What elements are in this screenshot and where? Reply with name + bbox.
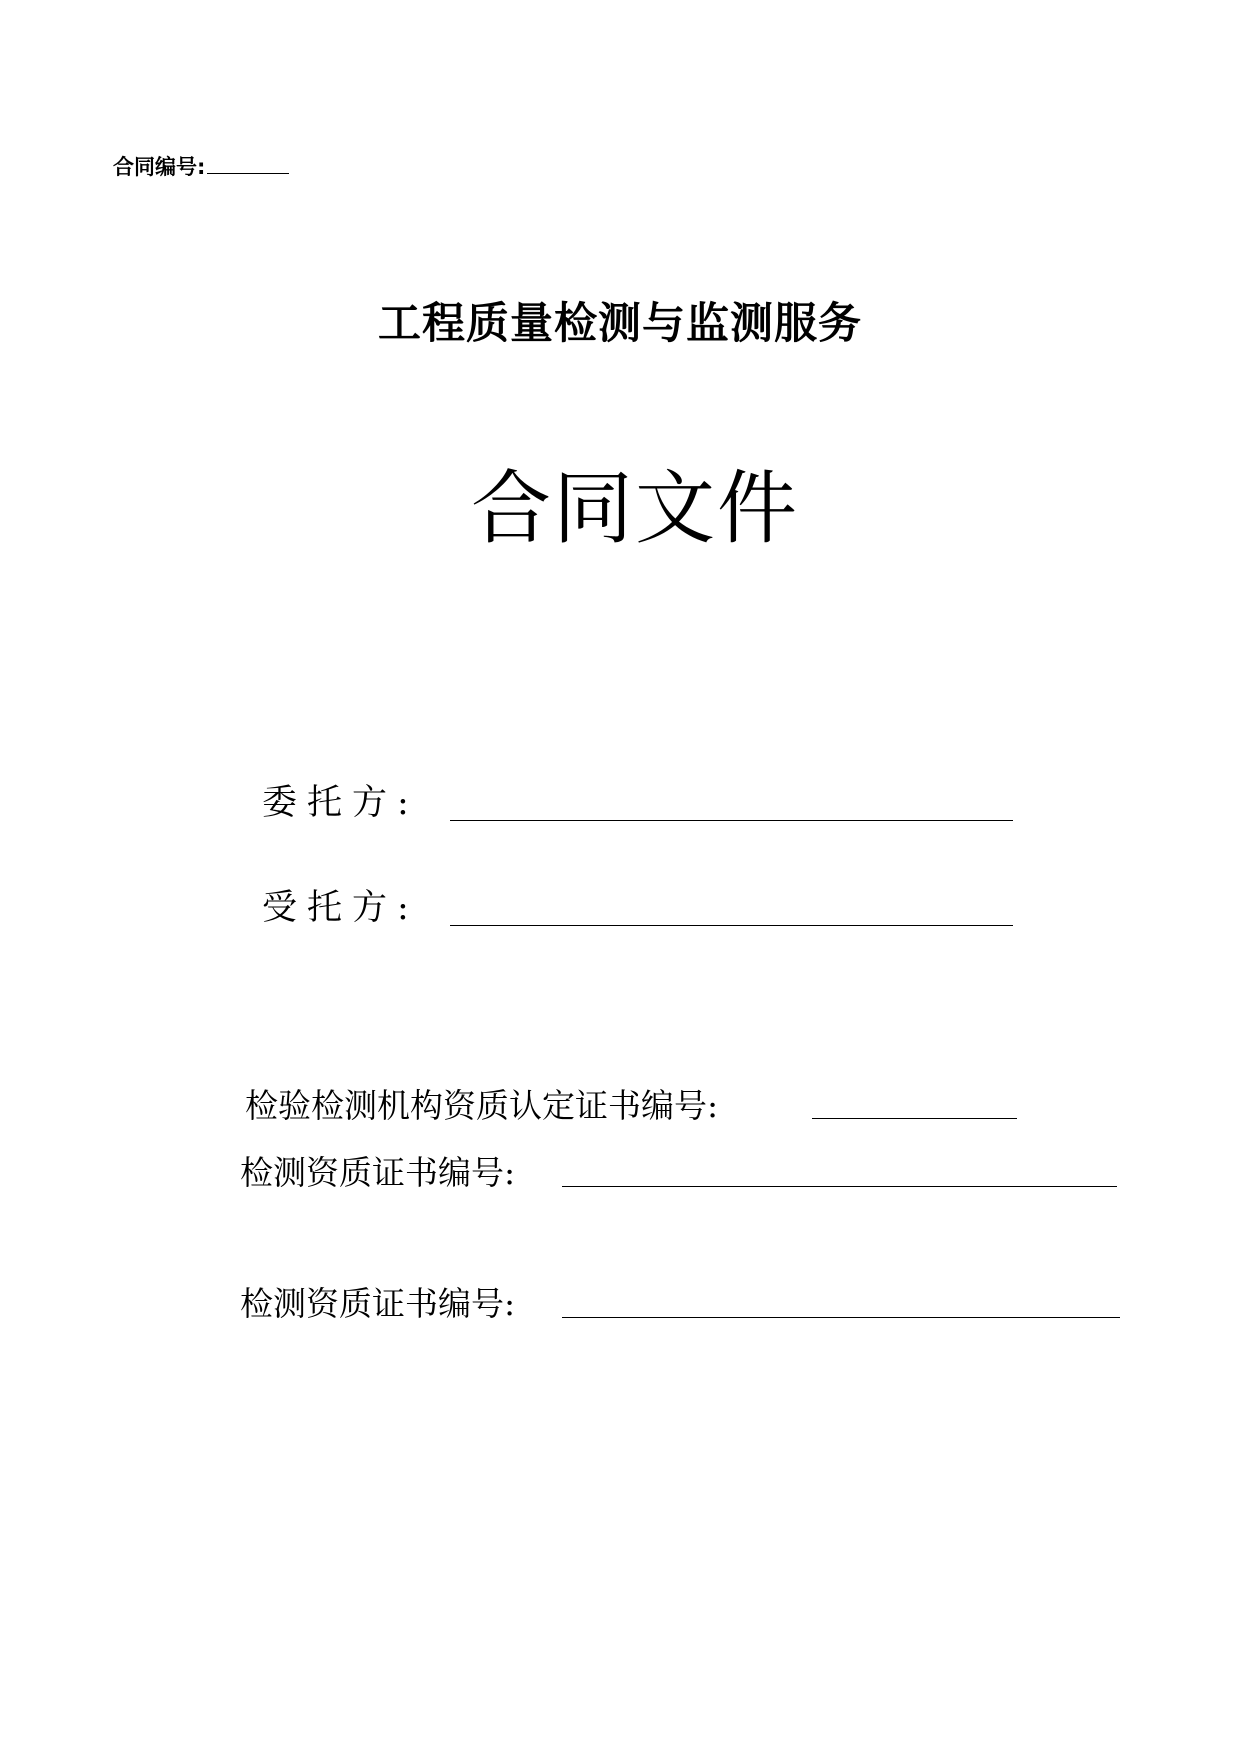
contract-number-field <box>113 155 289 179</box>
contractor-party-label: 受托方: <box>262 888 419 928</box>
qualification-cert-blank <box>812 1118 1017 1119</box>
document-title: 工程质量检测与监测服务 <box>378 299 862 349</box>
testing-cert-label-2: 检测资质证书编号: <box>240 1284 516 1323</box>
qualification-cert-row <box>245 1085 1025 1129</box>
testing-cert-blank-1 <box>562 1186 1117 1187</box>
testing-cert-blank-2 <box>562 1317 1120 1318</box>
contract-number-label: 合同编号: <box>113 155 206 179</box>
client-party-blank <box>450 820 1013 821</box>
testing-cert-row-1 <box>240 1152 1120 1196</box>
client-party-label: 委托方: <box>262 783 419 823</box>
contract-number-blank <box>207 155 289 174</box>
document-type-title: 合同文件 <box>471 462 799 555</box>
qualification-cert-label: 检验检测机构资质认定证书编号: <box>245 1086 719 1125</box>
testing-cert-label-1: 检测资质证书编号: <box>240 1153 516 1192</box>
contractor-party-blank <box>450 925 1013 926</box>
testing-cert-row-2 <box>240 1283 1120 1327</box>
